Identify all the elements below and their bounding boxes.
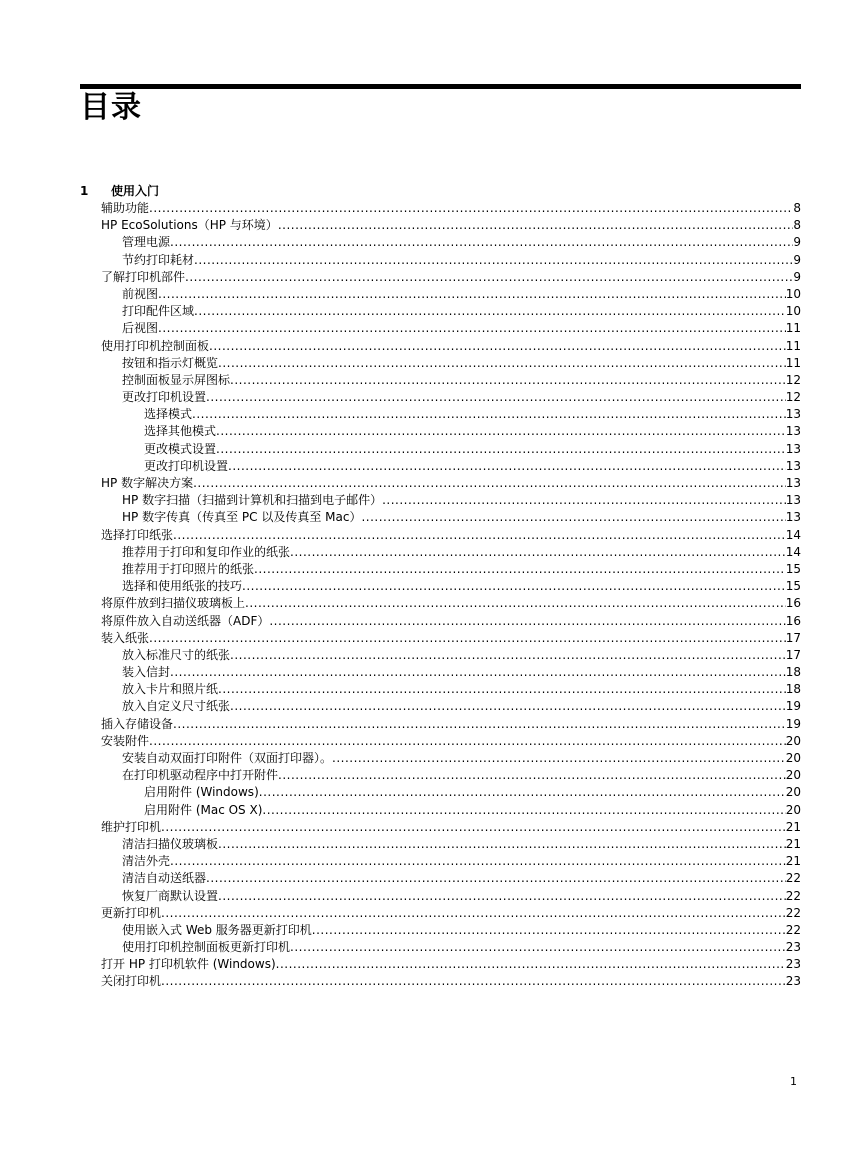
toc-entry-label: 清洁扫描仪玻璃板	[122, 836, 219, 851]
toc-entry[interactable]	[101, 286, 801, 303]
toc-entry-page: 19	[785, 716, 801, 731]
toc-entry[interactable]	[101, 716, 801, 733]
toc-entry-page: 14	[785, 527, 801, 542]
toc-entry[interactable]	[101, 802, 801, 819]
toc-entry[interactable]	[101, 647, 801, 664]
toc-entry-page: 20	[785, 751, 801, 765]
dot-leader	[218, 888, 786, 905]
dot-leader	[269, 613, 785, 630]
toc-entry-page: 23	[785, 940, 801, 955]
dot-leader	[170, 853, 786, 870]
toc-entry[interactable]	[101, 905, 801, 922]
toc-entry[interactable]	[101, 492, 801, 509]
dot-leader	[161, 819, 786, 836]
toc-entry[interactable]	[101, 458, 801, 475]
toc-entry-label: 推荐用于打印和复印作业的纸张	[122, 544, 291, 559]
dot-leader	[361, 509, 785, 526]
toc-entry[interactable]	[101, 544, 801, 561]
toc-entry-page: 18	[785, 682, 801, 697]
toc-entry-label: 打印配件区域	[122, 304, 195, 319]
toc-entry-page: 16	[785, 596, 801, 611]
toc-entry-page: 12	[785, 390, 801, 405]
dot-leader	[290, 939, 786, 956]
toc-entry[interactable]	[101, 733, 801, 750]
toc-entry[interactable]	[101, 252, 801, 269]
toc-entry-page: 13	[785, 510, 801, 525]
toc-entry-page: 22	[785, 905, 801, 920]
toc-entry[interactable]	[101, 423, 801, 440]
toc-entry-page: 9	[793, 235, 801, 250]
dot-leader	[228, 458, 786, 475]
dot-leader	[290, 544, 786, 561]
toc-entry[interactable]	[101, 767, 801, 784]
toc-entry[interactable]	[101, 750, 801, 767]
dot-leader	[194, 303, 786, 320]
toc-entry-label: 装入纸张	[101, 630, 150, 645]
dot-leader	[149, 630, 786, 647]
toc-entry[interactable]	[101, 888, 801, 905]
toc-entry-page: 9	[793, 269, 801, 284]
toc-entry-label: 按钮和指示灯概览	[122, 355, 219, 370]
toc-entry-page: 17	[785, 647, 801, 662]
toc-entry-label: 选择其他模式	[144, 424, 217, 439]
toc-entry-label: 选择打印纸张	[101, 527, 174, 542]
toc-entry-page: 20	[785, 768, 801, 783]
page-title: 目录	[80, 90, 142, 125]
toc-entry-page: 20	[785, 785, 801, 800]
toc-entry-page: 22	[785, 888, 801, 903]
toc-entry-label: 更新打印机	[101, 905, 162, 920]
toc-entry[interactable]	[101, 320, 801, 337]
dot-leader	[242, 578, 786, 595]
toc-entry-label: 打开 HP 打印机软件 (Windows)	[101, 957, 276, 972]
toc-entry[interactable]	[101, 973, 801, 990]
toc-entry[interactable]	[101, 870, 801, 887]
toc-entry[interactable]	[101, 956, 801, 973]
dot-leader	[185, 269, 793, 286]
toc-entry-page: 13	[785, 458, 801, 473]
chapter-heading[interactable]	[80, 183, 801, 199]
toc-entry-label: 清洁外壳	[122, 854, 171, 869]
toc-entry[interactable]	[101, 784, 801, 801]
toc-entry-label: HP 数字解决方案	[101, 476, 194, 490]
toc-entry[interactable]	[101, 613, 801, 630]
toc-entry-label: 更改模式设置	[144, 441, 217, 456]
toc-entry[interactable]	[101, 355, 801, 372]
dot-leader	[218, 836, 786, 853]
dot-leader	[278, 767, 786, 784]
toc-entry-page: 21	[785, 819, 801, 834]
dot-leader	[149, 200, 793, 217]
toc-entry-label: 了解打印机部件	[101, 269, 186, 284]
dot-leader	[230, 372, 786, 389]
toc-entry-page: 11	[785, 321, 801, 336]
toc-entry[interactable]	[101, 406, 801, 423]
toc-entry-label: 在打印机驱动程序中打开附件	[122, 768, 279, 783]
chapter-title: 使用入门	[111, 184, 160, 198]
dot-leader	[312, 922, 786, 939]
toc-entry[interactable]	[101, 630, 801, 647]
toc-entry[interactable]	[101, 595, 801, 612]
toc-entry[interactable]	[101, 509, 801, 526]
toc-entry-page: 22	[785, 871, 801, 886]
toc-entry-page: 20	[785, 802, 801, 817]
dot-leader	[218, 681, 786, 698]
toc-entry-page: 20	[785, 733, 801, 748]
dot-leader	[245, 595, 786, 612]
toc-entry[interactable]	[101, 269, 801, 286]
dot-leader	[158, 320, 786, 337]
toc-entry-label: 使用嵌入式 Web 服务器更新打印机	[122, 922, 312, 937]
toc-entry-label: 启用附件 (Windows)	[144, 785, 259, 800]
toc-entry[interactable]	[101, 939, 801, 956]
toc-entry[interactable]	[101, 475, 801, 492]
toc-entry-label: 关闭打印机	[101, 974, 162, 989]
toc-entry-page: 13	[785, 407, 801, 422]
toc-entry-label: 使用打印机控制面板	[101, 338, 210, 353]
toc-entry-page: 13	[785, 493, 801, 508]
toc-entry-page: 9	[793, 252, 801, 267]
toc-entry[interactable]	[101, 836, 801, 853]
toc-entry-label: 使用打印机控制面板更新打印机	[122, 940, 291, 955]
toc-entry-label: 控制面板显示屏图标	[122, 372, 231, 387]
toc-entry[interactable]	[101, 303, 801, 320]
toc-entry-label: 选择模式	[144, 407, 193, 422]
dot-leader	[332, 750, 786, 767]
dot-leader	[206, 870, 786, 887]
dot-leader	[173, 527, 786, 544]
dot-leader	[230, 698, 786, 715]
toc-entry-label: 插入存储设备	[101, 716, 174, 731]
toc-entry-label: 辅助功能	[101, 201, 150, 215]
chapter-number: 1	[80, 184, 89, 198]
toc-entry-page: 13	[785, 441, 801, 456]
toc-entry-page: 11	[785, 338, 801, 353]
dot-leader	[173, 716, 786, 733]
toc-entry-label: 恢复厂商默认设置	[122, 888, 219, 903]
dot-leader	[230, 647, 786, 664]
toc-entry-page: 14	[785, 544, 801, 559]
toc-entry-label: 将原件放到扫描仪玻璃板上	[101, 596, 246, 611]
dot-leader	[170, 234, 793, 251]
page-number: 1	[790, 1075, 797, 1088]
toc-entry-page: 16	[785, 613, 801, 628]
toc-entry-label: 推荐用于打印照片的纸张	[122, 561, 255, 576]
toc-entry-label: 放入自定义尺寸纸张	[122, 699, 231, 714]
toc-entry-page: 10	[785, 286, 801, 301]
dot-leader	[161, 973, 786, 990]
toc-entry[interactable]	[101, 578, 801, 595]
toc-entry[interactable]	[101, 338, 801, 355]
toc-entry-label: 管理电源	[122, 235, 171, 250]
toc-entry-label: 维护打印机	[101, 819, 162, 834]
toc-entry-label: 安装附件	[101, 733, 150, 748]
toc-entry-page: 8	[793, 201, 801, 215]
toc-entry-label: HP 数字传真（传真至 PC 以及传真至 Mac）	[122, 510, 362, 525]
toc-entry-label: 放入卡片和照片纸	[122, 682, 219, 697]
dot-leader	[254, 561, 786, 578]
toc-entry[interactable]	[101, 922, 801, 939]
dot-leader	[149, 733, 786, 750]
dot-leader	[278, 217, 794, 234]
toc-entry[interactable]	[101, 698, 801, 715]
toc-entry-label: 将原件放入自动送纸器（ADF）	[101, 613, 270, 628]
toc-entry-label: 更改打印机设置	[144, 458, 229, 473]
toc-entry-label: 清洁自动送纸器	[122, 871, 207, 886]
dot-leader	[193, 475, 786, 492]
toc-entry[interactable]	[101, 853, 801, 870]
toc-entry-page: 21	[785, 854, 801, 869]
toc-entry-page: 12	[785, 372, 801, 387]
toc-entry[interactable]	[101, 217, 801, 234]
title-rule	[80, 84, 801, 89]
dot-leader	[194, 252, 793, 269]
toc-entry-label: 安装自动双面打印附件（双面打印器）。	[122, 751, 333, 765]
toc-entry-page: 22	[785, 922, 801, 937]
toc-entry[interactable]	[101, 561, 801, 578]
toc-entry[interactable]	[101, 664, 801, 681]
toc-entry-page: 17	[785, 630, 801, 645]
dot-leader	[216, 423, 786, 440]
toc-entry[interactable]	[101, 372, 801, 389]
dot-leader	[206, 389, 786, 406]
toc-entry-label: 节约打印耗材	[122, 252, 195, 267]
toc-entry-page: 10	[785, 304, 801, 319]
toc-entry-label: 选择和使用纸张的技巧	[122, 579, 243, 594]
toc-list	[101, 200, 801, 991]
toc-entry-page: 23	[785, 957, 801, 972]
toc-entry[interactable]	[101, 681, 801, 698]
dot-leader	[259, 784, 786, 801]
toc-entry-page: 15	[785, 561, 801, 576]
toc-entry-page: 13	[785, 476, 801, 490]
toc-entry-label: 启用附件 (Mac OS X)	[144, 802, 263, 817]
dot-leader	[218, 355, 786, 372]
toc-entry-page: 23	[785, 974, 801, 989]
toc-entry-label: 放入标准尺寸的纸张	[122, 647, 231, 662]
toc-entry-page: 15	[785, 579, 801, 594]
dot-leader	[161, 905, 786, 922]
toc-entry[interactable]	[101, 200, 801, 217]
dot-leader	[209, 338, 786, 355]
dot-leader	[158, 286, 786, 303]
toc-entry-page: 11	[785, 355, 801, 370]
toc-entry-label: HP EcoSolutions（HP 与环境）	[101, 218, 278, 233]
toc-entry-page: 21	[785, 836, 801, 851]
dot-leader	[192, 406, 786, 423]
toc-entry-page: 13	[785, 424, 801, 439]
toc-entry[interactable]	[101, 441, 801, 458]
dot-leader	[382, 492, 786, 509]
toc-entry-label: 前视图	[122, 286, 159, 301]
dot-leader	[276, 956, 786, 973]
toc-entry[interactable]	[101, 234, 801, 251]
dot-leader	[170, 664, 786, 681]
dot-leader	[216, 441, 786, 458]
toc-entry[interactable]	[101, 819, 801, 836]
toc-entry-label: 更改打印机设置	[122, 390, 207, 405]
toc-entry-page: 8	[793, 218, 801, 233]
toc-entry-page: 19	[785, 699, 801, 714]
toc-entry-label: 后视图	[122, 321, 159, 336]
dot-leader	[262, 802, 785, 819]
toc-entry[interactable]	[101, 527, 801, 544]
toc-entry[interactable]	[101, 389, 801, 406]
toc-entry-page: 18	[785, 665, 801, 680]
toc-entry-label: HP 数字扫描（扫描到计算机和扫描到电子邮件）	[122, 493, 383, 508]
toc-entry-label: 装入信封	[122, 665, 171, 680]
